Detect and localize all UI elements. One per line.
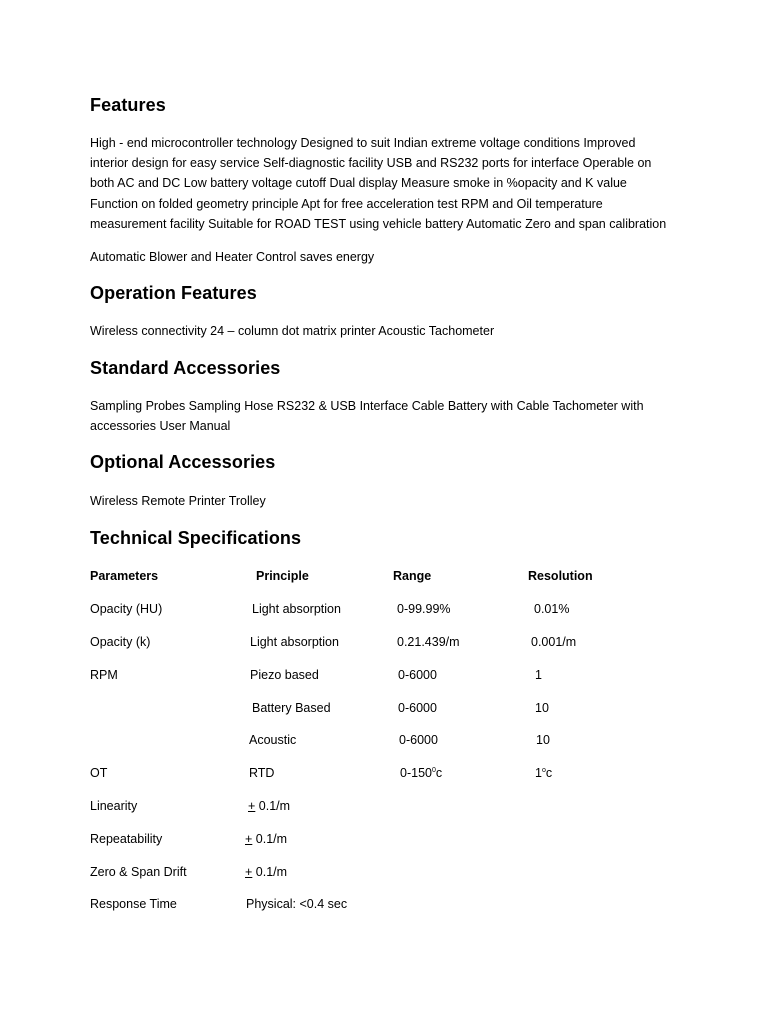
standard-accessories-paragraph (90, 396, 690, 436)
spec-parameter: OT (90, 766, 108, 780)
spec-range-superscript: 0 (431, 766, 436, 774)
spec-column-header: Resolution (528, 569, 593, 583)
spec-resolution-base: 1 (535, 766, 542, 780)
spec-parameter: Opacity (HU) (90, 602, 163, 616)
spec-column-header: Range (393, 569, 432, 583)
spec-principle: RTD (249, 766, 275, 780)
spec-resolution-unit: c (545, 766, 553, 780)
spec-range: 0-6000 (398, 701, 437, 715)
spec-range: 0.21.439/m (397, 635, 460, 649)
plus-minus-sign: + (248, 799, 256, 813)
features-line: interior design for easy service Self-diagnostic facility USB and RS232 ports for interface Operable on (90, 156, 652, 171)
plus-minus-sign: + (245, 832, 253, 846)
spec-value: Physical: <0.4 sec (246, 897, 348, 911)
features-line: Function on folded geometry principle Apt for free acceleration test RPM and Oil temperature (90, 196, 603, 211)
operation-features-heading: Operation Features (90, 283, 257, 303)
spec-parameter: Repeatability (90, 832, 163, 846)
technical-specifications-heading: Technical Specifications (90, 528, 302, 548)
spec-range-unit: c (435, 766, 443, 780)
spec-value-text: 0.1/m (252, 865, 288, 879)
spec-resolution (535, 765, 552, 781)
spec-resolution: 0.001/m (531, 635, 577, 649)
standard-accessories-line: accessories User Manual (90, 419, 231, 434)
spec-column-header: Principle (256, 569, 309, 583)
optional-accessories-paragraph (90, 491, 690, 511)
features-line: High - end microcontroller technology Designed to suit Indian extreme voltage conditions Improved (90, 136, 636, 150)
spec-parameter: RPM (90, 668, 118, 682)
spec-value-text: 0.1/m (255, 799, 291, 813)
spec-range: 0-99.99% (397, 602, 451, 616)
spec-principle: Light absorption (252, 602, 341, 616)
spec-range: 0-6000 (398, 668, 437, 682)
optional-accessories-line: Wireless Remote Printer Trolley (90, 494, 266, 508)
operation-features-line: Wireless connectivity 24 – column dot matrix printer Acoustic Tachometer (90, 324, 495, 338)
spec-value-text: 0.1/m (252, 832, 288, 846)
spec-parameter: Linearity (90, 799, 138, 813)
operation-features-paragraph (90, 321, 690, 341)
optional-accessories-heading: Optional Accessories (90, 452, 276, 472)
spec-column-header: Parameters (90, 569, 159, 583)
spec-resolution: 1 (535, 668, 542, 682)
spec-resolution: 0.01% (534, 602, 570, 616)
spec-resolution: 10 (536, 733, 550, 747)
spec-principle: Acoustic (249, 733, 297, 747)
spec-range: 0-6000 (399, 733, 438, 747)
features-line: measurement facility Suitable for ROAD TEST using vehicle battery Automatic Zero and span calibration (90, 216, 667, 231)
spec-parameter: Response Time (90, 897, 177, 911)
standard-accessories-line: Sampling Probes Sampling Hose RS232 & USB Interface Cable Battery with Cable Tachometer with (90, 399, 644, 413)
spec-resolution: 10 (535, 701, 549, 715)
features-line: both AC and DC Low battery voltage cutoff Dual display Measure smoke in %opacity and K value (90, 176, 627, 191)
spec-parameter: Opacity (k) (90, 635, 151, 649)
features-heading: Features (90, 95, 166, 115)
spec-principle: Light absorption (250, 635, 339, 649)
features-extra-line: Automatic Blower and Heater Control saves energy (90, 250, 375, 264)
spec-value (245, 831, 287, 847)
spec-resolution-superscript: o (541, 766, 546, 774)
features-paragraph (90, 133, 690, 234)
plus-minus-sign: + (245, 865, 253, 879)
standard-accessories-heading: Standard Accessories (90, 358, 281, 378)
spec-range (400, 765, 442, 781)
spec-parameter: Zero & Span Drift (90, 865, 187, 879)
features-extra (90, 247, 690, 267)
spec-value (248, 798, 290, 814)
spec-principle: Piezo based (250, 668, 319, 682)
spec-principle: Battery Based (252, 701, 331, 715)
spec-value (245, 864, 287, 880)
spec-range-base: 0-150 (400, 766, 432, 780)
